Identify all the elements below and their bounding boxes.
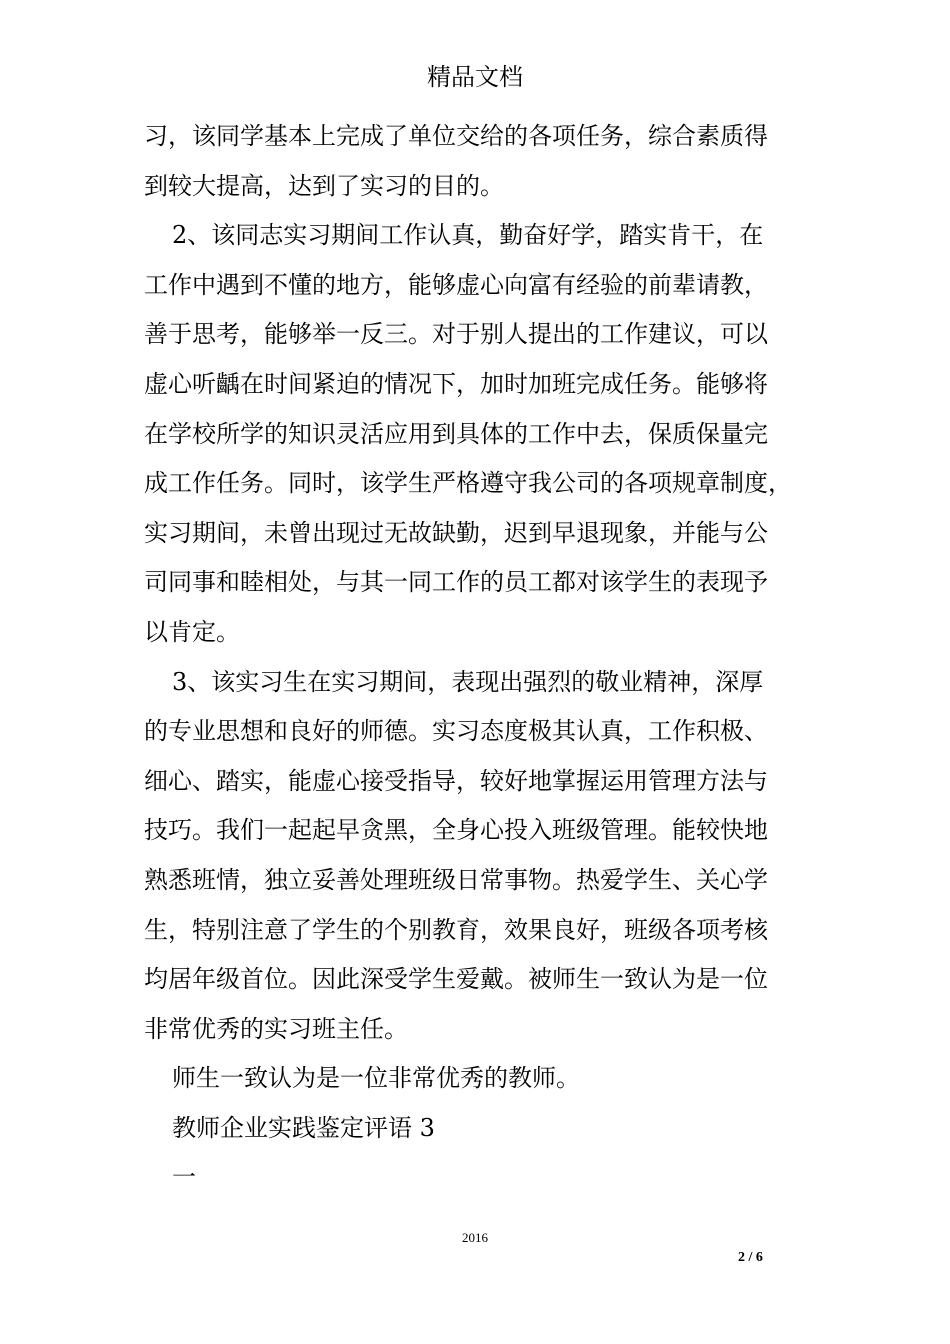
text-line: 习，该同学基本上完成了单位交给的各项任务，综合素质得 <box>144 122 768 150</box>
text-line: 3、该实习生在实习期间，表现出强烈的敬业精神，深厚 <box>172 667 764 696</box>
text-line: 熟悉班情，独立妥善处理班级日常事物。热爱学生、关心学 <box>144 865 768 894</box>
document-body <box>144 112 806 1203</box>
text-line: 以肯定。 <box>144 617 240 646</box>
text-line: 2、该同志实习期间工作认真，勤奋好学，踏实肯干，在 <box>172 221 764 250</box>
text-line: 非常优秀的实习班主任。 <box>144 1014 408 1043</box>
section-heading: 教师企业实践鉴定评语 3 <box>172 1113 435 1142</box>
text-line: 细心、踏实，能虚心接受指导，较好地掌握运用管理方法与 <box>144 766 768 795</box>
footer-year: 2016 <box>462 1230 488 1245</box>
text-line: 一 <box>172 1163 196 1192</box>
text-line: 技巧。我们一起起早贪黑，全身心投入班级管理。能较快地 <box>144 816 768 845</box>
text-line: 司同事和睦相处，与其一同工作的员工都对该学生的表现予 <box>144 568 768 597</box>
text-line: 实习期间，未曾出现过无故缺勤，迟到早退现象，并能与公 <box>144 518 768 547</box>
text-line: 虚心听齲在时间紧迫的情况下，加时加班完成任务。能够将 <box>144 369 768 398</box>
text-line: 均居年级首位。因此深受学生爱戴。被师生一致认为是一位 <box>144 965 768 994</box>
text-line: 生，特别注意了学生的个别教育，效果良好，班级各项考核 <box>144 915 768 944</box>
text-line: 成工作任务。同时，该学生严格遵守我公司的各项规章制度， <box>144 469 792 498</box>
text-line: 师生一致认为是一位非常优秀的教师。 <box>172 1064 580 1093</box>
text-line: 的专业思想和良好的师德。实习态度极其认真，工作积极、 <box>144 717 768 746</box>
text-line: 在学校所学的知识灵活应用到具体的工作中去，保质保量完 <box>144 419 768 448</box>
page-number: 2 / 6 <box>738 1250 763 1265</box>
text-line: 到较大提高，达到了实习的目的。 <box>144 171 504 200</box>
text-line: 善于思考，能够举一反三。对于别人提出的工作建议，可以 <box>144 320 768 349</box>
document-header: 精品文档 <box>427 63 523 91</box>
text-line: 工作中遇到不懂的地方，能够虚心向富有经验的前辈请教， <box>144 270 768 299</box>
